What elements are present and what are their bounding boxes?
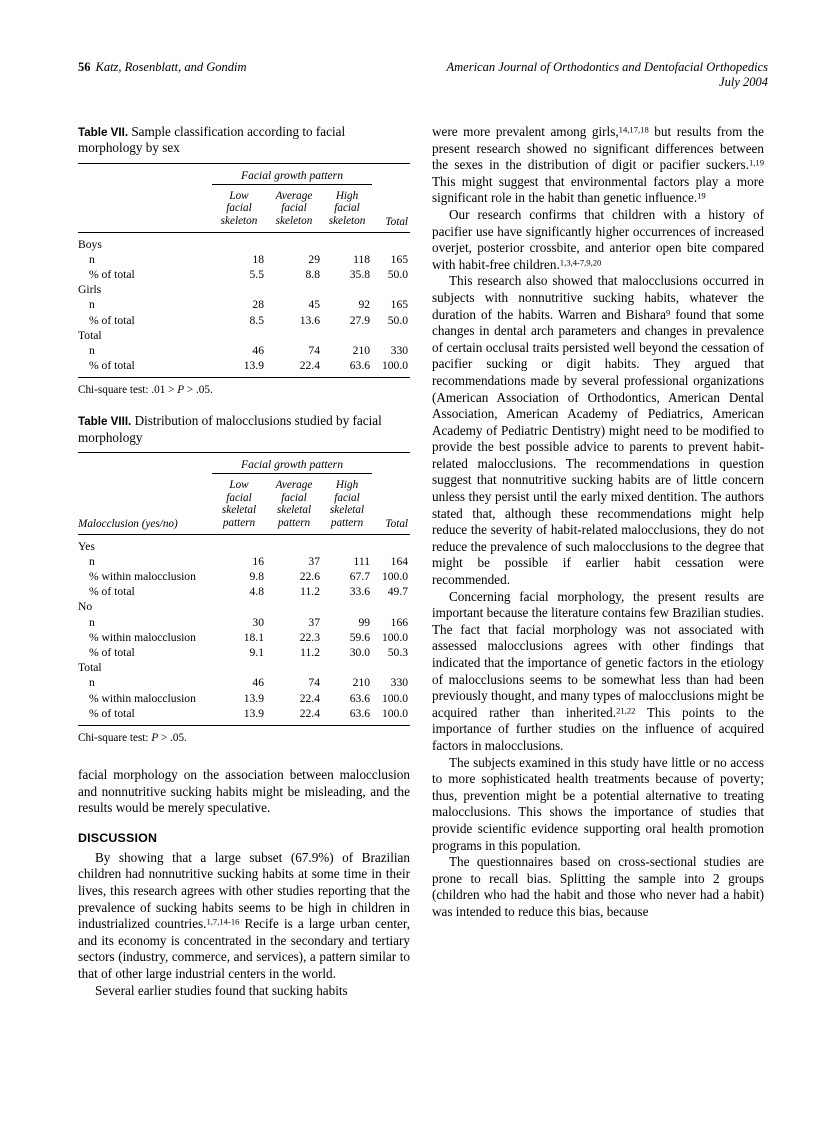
stub-spacer: [78, 453, 212, 474]
table-viii-group-total: Total: [78, 661, 102, 675]
left-paragraph-2: Several earlier studies found that sucking habits: [95, 982, 348, 998]
paragraph-text: By showing that a large subset (67.9%) of Brazilian children had nonnutritive sucking habits at some time in their lives, this research agrees with other studies reporting that the prevalence of sucking habits seems to be high in children in industrialized countries.: [78, 849, 410, 932]
row-label: % of total: [89, 646, 135, 660]
cell: 27.9: [349, 313, 371, 327]
cell: 5.5: [249, 268, 264, 281]
colhead-line: pattern: [222, 517, 256, 530]
page-folio: 56: [78, 60, 91, 74]
table-row: [78, 328, 410, 343]
colhead-line: facial: [281, 202, 307, 215]
right-column: [432, 124, 764, 921]
cell: 37: [308, 615, 320, 629]
table-row: [78, 453, 410, 474]
cell: 118: [353, 252, 371, 266]
citation-ref: 21,22: [616, 705, 636, 716]
cell: 37: [308, 554, 320, 568]
cell: 164: [390, 554, 409, 568]
paragraph-text: but results from the present research showed no significant differences between the sexes in the distribution of digit or pacifier suckers.: [432, 124, 764, 173]
cell: 11.2: [300, 646, 320, 660]
table-viii-span-header: Facial growth pattern: [212, 453, 372, 474]
note-statistic: P: [151, 732, 159, 745]
cell: 63.6: [349, 691, 371, 705]
table-vii-group-girls: Girls: [78, 283, 102, 297]
table-viii-col-high: [322, 474, 372, 534]
cell: 8.8: [305, 268, 320, 281]
cell: 59.6: [349, 630, 371, 644]
table-viii: [78, 413, 410, 745]
cell: 4.8: [249, 585, 264, 599]
cell: 35.8: [349, 268, 371, 281]
cell: 18.1: [243, 630, 264, 644]
running-head-left: [78, 60, 247, 75]
table-viii-col-total: Total: [385, 517, 409, 530]
table-vii-note: [78, 384, 410, 397]
cell: 74: [308, 676, 320, 690]
row-label: % within malocclusion: [89, 691, 196, 705]
colhead-line: skeletal: [276, 504, 312, 517]
table-row: [78, 569, 410, 584]
cell: 50.3: [387, 646, 409, 660]
table-vii-span-header: Facial growth pattern: [212, 163, 372, 184]
cell: 46: [252, 676, 264, 690]
colhead-line: skeletal: [329, 504, 365, 517]
right-paragraph-2: [432, 207, 764, 273]
table-row: [78, 675, 410, 690]
table-viii-group-yes: Yes: [78, 534, 212, 554]
right-paragraph-6: The questionnaires based on cross-sectional studies are prone to recall bias. Splitting the sample into 2 groups (children who had the habit and those who never had a habit) was intended to reduce this bias, because: [432, 854, 764, 919]
cell: 92: [358, 298, 371, 312]
cell: 13.9: [243, 691, 264, 705]
issue-date: July 2004: [719, 75, 768, 89]
cell: 330: [390, 344, 409, 358]
table-row: [78, 252, 410, 267]
table-row: [78, 313, 410, 328]
table-row: [78, 554, 410, 569]
colhead-line: High: [335, 189, 359, 202]
table-viii-group-no: No: [78, 600, 93, 614]
cell: 16: [252, 554, 264, 568]
cell: 100.0: [381, 630, 409, 644]
note-prefix: Chi-square test:: [78, 732, 152, 745]
row-label: n: [89, 252, 95, 266]
table-vii-group-total: Total: [78, 328, 102, 342]
table-row: [78, 534, 410, 554]
cell: 22.6: [299, 570, 320, 584]
row-label: % of total: [89, 268, 135, 281]
paragraph-text: found that some changes in dental arch parameters and changes in prevalence of certain occlusal traits persisted well beyond the cessation of pacifier sucking or digit habits. They argued that recommendations made by several professional organizations (American Association of Orthodontics, American Dental Association, American Academy of Pediatrics, American Academy of Pediatric Dentistry) might need to be modified to provide the best possible advice to parents to prevent habit-related malocclusions. The recommendations in question suggest that nonnutritive sucking habits are of little concern unless they persist until the early mixed dentition. The authors stated that, although these recommendations might help reduce the severity of habit-related malocclusions, they do not reduce the prevalence of such malocclusions to the degree that might be possible if earlier habit cessation were recommended.: [432, 306, 764, 588]
cell: 30.0: [349, 646, 371, 660]
cell: 45: [308, 298, 320, 312]
row-label: % of total: [78, 358, 212, 378]
citation-ref: 1,7,14-16: [206, 916, 240, 927]
cell: 28: [252, 298, 264, 312]
colhead-line: Low: [229, 189, 249, 202]
table-row: [78, 297, 410, 312]
row-label: % within malocclusion: [89, 630, 196, 644]
table-vii-caption: [78, 124, 410, 156]
row-label: % of total: [78, 706, 212, 726]
note-prefix: Chi-square test: .01 >: [78, 384, 178, 397]
paragraph-text: Our research confirms that children with a history of pacifier use have significantly higher occurrences of increased overjet, posterior crossbite, and anterior open bite compared with habit-free children.: [432, 206, 764, 272]
colhead-line: facial: [281, 491, 307, 504]
cell: 67.7: [349, 570, 371, 584]
table-row: [78, 645, 410, 660]
colhead-line: High: [335, 479, 359, 492]
total-spacer: [372, 453, 410, 474]
row-label: n: [89, 676, 95, 690]
discussion-heading: DISCUSSION: [78, 830, 158, 845]
cell: 22.3: [299, 630, 320, 644]
table-row: [78, 282, 410, 297]
paragraph-text: Concerning facial morphology, the present results are important because the literature contains few Brazilian studies. The fact that facial morphology was not associated with assessed malocclusions agrees with other findings that indicated that the importance of genetic factors in the etiology of malocclusions seems to be somewhat less than had been previously thought, and many types of malocclusions might be acquired rather than inherited.: [432, 588, 764, 720]
paragraph-text: This research also showed that malocclusions occurred in subjects with nonnutritive sucking habits, whatever the duration of the habits. Warren and Bishara: [432, 273, 764, 322]
paragraph-text: This points to the importance of further studies on the influence of acquired factors in malocclusions.: [432, 704, 764, 753]
colhead-line: pattern: [330, 517, 364, 530]
running-head-authors: Katz, Rosenblatt, and Gondim: [95, 60, 247, 74]
row-label: n: [89, 344, 95, 358]
cell: 13.9: [212, 358, 266, 378]
table-vii-stub-header: [78, 184, 212, 232]
colhead-line: facial: [334, 491, 360, 504]
left-column: [78, 124, 410, 999]
table-viii-stub-header: Malocclusion (yes/no): [78, 517, 178, 530]
paragraph-text: were more prevalent among girls,: [432, 124, 619, 139]
cell: 9.1: [249, 646, 264, 660]
cell: 165: [390, 252, 409, 266]
row-label: % of total: [89, 585, 135, 599]
cell: 165: [390, 298, 409, 312]
colhead-line: pattern: [277, 517, 311, 530]
cell: 8.5: [249, 313, 264, 327]
cell: 100.0: [381, 691, 409, 705]
colhead-line: facial: [334, 202, 360, 215]
table-vii: [78, 124, 410, 397]
cell: 50.0: [387, 268, 409, 281]
colhead-line: Average: [275, 189, 313, 202]
row-label: n: [89, 298, 95, 312]
paragraph-text: This might suggest that environmental factors play a more significant role in the habit than genetic influence.: [432, 173, 764, 206]
cell: 50.0: [387, 313, 409, 327]
right-paragraph-4: [432, 589, 764, 755]
cell: 46: [252, 344, 264, 358]
table-row: [78, 474, 410, 534]
total-spacer: [372, 163, 410, 184]
cell: 49.7: [387, 585, 409, 599]
table-row: [78, 343, 410, 358]
colhead-line: Low: [229, 479, 249, 492]
note-statistic: P: [177, 384, 185, 397]
table-row: [78, 660, 410, 675]
table-row: [78, 232, 410, 252]
stub-spacer: [78, 163, 212, 184]
table-row: [78, 584, 410, 599]
cell: 30: [252, 615, 264, 629]
cell: 63.6: [322, 358, 372, 378]
cell: 13.9: [212, 706, 266, 726]
table-row: [78, 184, 410, 232]
cell: 99: [358, 615, 371, 629]
journal-title: American Journal of Orthodontics and Dentofacial Orthopedics: [446, 60, 768, 74]
cell: 74: [308, 344, 320, 358]
row-label: n: [89, 615, 95, 629]
right-paragraph-5: The subjects examined in this study have little or no access to more sophisticated health treatments because of poverty; thus, prevention might be a potential alternative to treating malocclusions. This shows the importance of studies that provide scientific evidence supporting oral health promotion programs in this population.: [432, 754, 764, 853]
table-viii-col-low: [212, 474, 266, 534]
cell: 111: [353, 554, 371, 568]
left-continued-paragraph: facial morphology on the association between malocclusion and nonnutritive sucking habits might be misleading, and the results would be merely speculative.: [78, 767, 410, 816]
colhead-line: Average: [275, 479, 313, 492]
cell: 100.0: [381, 570, 409, 584]
colhead-line: skeletal: [221, 504, 257, 517]
citation-ref: 1,19: [748, 157, 764, 168]
cell: 100.0: [372, 358, 410, 378]
row-label: % of total: [89, 313, 135, 327]
table-viii-note: [78, 732, 410, 745]
right-paragraph-1: [432, 124, 764, 207]
cell: 63.6: [322, 706, 372, 726]
right-paragraph-3: [432, 273, 764, 588]
table-vii-col-high: [322, 184, 372, 232]
running-head: [78, 60, 768, 100]
cell: 22.4: [266, 706, 322, 726]
table-viii-col-average: [266, 474, 322, 534]
cell: 18: [252, 252, 264, 266]
cell: 22.4: [266, 358, 322, 378]
running-head-right: [447, 60, 769, 90]
cell: 11.2: [300, 585, 320, 599]
table-row: [78, 691, 410, 706]
table-viii-grid: [78, 452, 410, 726]
cell: 13.6: [299, 313, 320, 327]
cell: 9.8: [249, 570, 264, 584]
table-row: [78, 599, 410, 614]
cell: 22.4: [299, 691, 320, 705]
colhead-line: facial: [226, 202, 252, 215]
paragraph-text: Recife is a large urban center, and its economy is concentrated in the secondary and tertiary sectors (industry, commerce, and services), a pattern similar to that of other large industrial centers in the world.: [78, 916, 410, 981]
citation-ref: 19: [697, 190, 706, 201]
citation-ref: 14,17,18: [618, 124, 649, 135]
table-row: [78, 163, 410, 184]
colhead-line: skeleton: [328, 215, 366, 227]
cell: 33.6: [349, 585, 371, 599]
table-vii-grid: [78, 163, 410, 379]
left-paragraph-1: [78, 850, 410, 983]
table-viii-caption: [78, 413, 410, 445]
table-row: [78, 358, 410, 378]
table-vii-col-total: Total: [385, 215, 409, 228]
table-row: [78, 630, 410, 645]
cell: 166: [390, 615, 409, 629]
table-vii-label: Table VII.: [78, 126, 129, 139]
table-vii-col-average: [266, 184, 322, 232]
citation-ref: 1,3,4-7,9,20: [559, 257, 602, 268]
cell: 210: [352, 676, 371, 690]
table-viii-label: Table VIII.: [78, 415, 132, 429]
colhead-line: skeleton: [275, 215, 313, 227]
cell: 330: [390, 676, 409, 690]
cell: 210: [352, 344, 371, 358]
table-vii-col-low: [212, 184, 266, 232]
table-row: [78, 706, 410, 726]
row-label: n: [89, 554, 95, 568]
table-row: [78, 615, 410, 630]
table-viii-caption-text: Distribution of malocclusions studied by facial morphology: [78, 413, 382, 445]
note-suffix: > .05.: [158, 732, 187, 745]
colhead-line: skeleton: [220, 215, 258, 227]
note-suffix: > .05.: [184, 384, 213, 397]
colhead-line: facial: [226, 491, 252, 504]
citation-ref: 9: [666, 306, 671, 317]
cell: 29: [308, 252, 320, 266]
table-vii-caption-text: Sample classification according to facial morphology by sex: [78, 124, 346, 156]
row-label: % within malocclusion: [89, 570, 196, 584]
cell: 100.0: [372, 706, 410, 726]
table-vii-group-boys: Boys: [78, 232, 212, 252]
table-row: [78, 267, 410, 282]
